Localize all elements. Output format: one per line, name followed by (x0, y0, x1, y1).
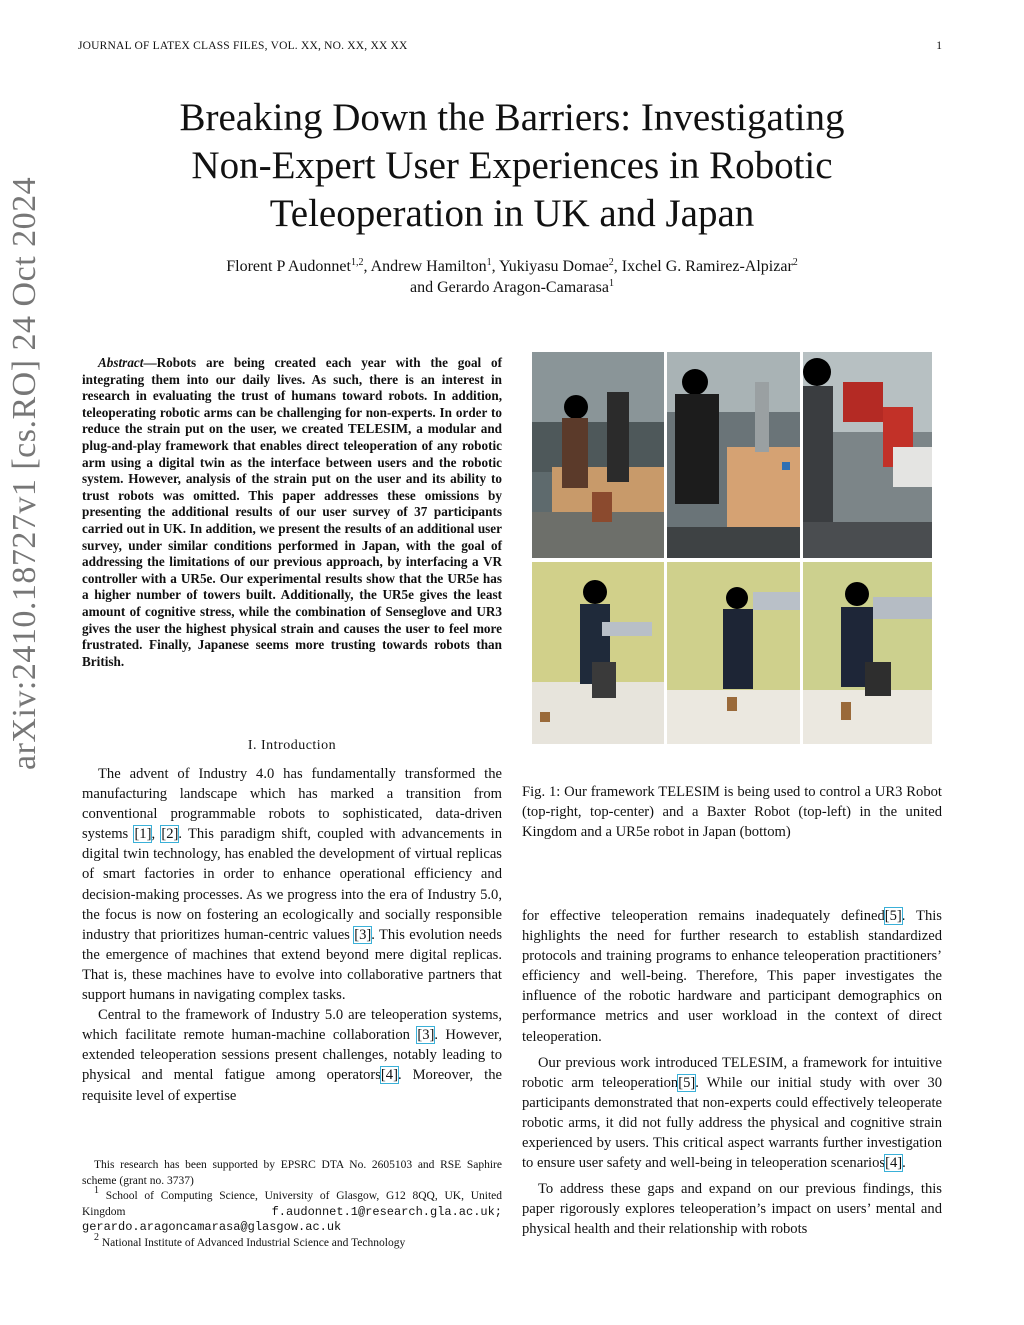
author-name: and Gerardo Aragon-Camarasa (409, 279, 610, 296)
paper-title (80, 94, 944, 238)
paragraph (522, 1053, 942, 1174)
author-name: Florent P Audonnet (226, 258, 351, 275)
paragraph (82, 1005, 502, 1105)
text-run: . This paradigm shift, coupled with advancements in digital twin technology, has enabled the development of virtual replicas of smart factories in order to enhance operational efficiency and decision-making processes. As we progress into the era of Industry 5.0, the focus is now on fostering an ecologically and socially responsible industry that prioritizes human-centric values (82, 826, 503, 943)
text-run: Central to the framework of Industry 5.0 are teleoperation systems, which facilitate remote human-machine collaboration (82, 1007, 502, 1044)
right-column-body (522, 906, 942, 1240)
footnote-mark: 1 (94, 1185, 99, 1196)
photo-ur5e-right (803, 562, 932, 744)
author-name: Ixchel G. Ramirez-Alpizar (621, 258, 793, 275)
page-number: 1 (936, 40, 942, 52)
citation-link[interactable]: [1] (134, 826, 152, 843)
text-run: . This highlights the need for further research to establish standardized protocols and training programs to enhance teleoperation practitioners’ efficiency and well-being. Therefore, This paper investigates the influence of the robotic hardware and participant demographics on performance metrics and user workload in the context of direct teleoperation. (522, 908, 942, 1045)
abstract-label: Abstract (98, 355, 144, 370)
footnote-1 (82, 1185, 502, 1236)
affiliation-mark: 1,2 (350, 257, 364, 268)
text-run: The advent of Industry 4.0 has fundamentally transformed the manufacturing landscape which has marked a transition from conventional programmable robots to sophisticated, data-driven systems (82, 766, 502, 843)
abstract (82, 355, 502, 670)
text-run: . (902, 1155, 906, 1172)
affiliation-mark: 2 (792, 257, 798, 268)
affiliation-mark: 2 (608, 257, 614, 268)
footnote-mark: 2 (94, 1231, 99, 1243)
citation-link[interactable]: [4] (380, 1067, 398, 1084)
left-column-body (82, 764, 502, 1106)
text-run: . While our initial study with over 30 participants demonstrated that non-experts could effectively teleoperate robotic arms, it did not fully address the physical and cognitive strain experienced by users. This critical aspect warrants further investigation to ensure user safety and well-being in teleoperation scenarios (522, 1074, 942, 1172)
text-run: . However, extended teleoperation sessions present challenges, notably leading to physical and mental fatigue among operators (82, 1027, 502, 1084)
title-line: Breaking Down the Barriers: Investigating (179, 96, 845, 139)
figure-1-photo-grid (532, 352, 932, 744)
footnote-2 (82, 1231, 502, 1252)
title-line: Non-Expert User Experiences in Robotic (191, 144, 833, 187)
photo-ur5e-left (532, 562, 664, 744)
arxiv-identifier: arXiv:2410.18727v1 [cs.RO] 24 Oct 2024 (6, 176, 43, 770)
affiliation-mark: 1 (609, 278, 615, 289)
citation-link[interactable]: [2] (161, 826, 179, 843)
abstract-text: —Robots are being created each year with the goal of integrating them into our daily lives. As such, there is an interest in research in evaluating the trust of humans toward robots. In addition, teleoperating robotic arms can be challenging for non-experts. In order to reduce the strain put on the user, we created TELESIM, a modular and plug-and-play framework that enables direct teleoperation of any robotic arm using a digital twin as the interface between users and the robotic system. However, analysis of the strain put on the user and its ability to trust robots was omitted. This paper addresses these omissions by presenting the additional results of our user survey of 37 participants carried out in UK. In addition, we present the results of an additional user survey, under similar conditions performed in Japan, with the goal of addressing the limitations of our previous approach, by interfacing a VR controller with a UR5e. Our experimental results show that the UR5e has a higher number of towers built. Additionally, the UR5e gives the least amount of cognitive stress, while the combination of Senseglove and UR3 gives the user the highest physical strain and causes the user to feel more frustrated. Finally, Japanese seems more trusting towards robots than British. (82, 355, 502, 669)
text-run: for effective teleoperation remains inadequately defined (522, 908, 885, 924)
author-list: Florent P Audonnet$^{1,2}$, Andrew Hamilton$^1$, Yukiyasu Domae$^2$, Ixchel G. Ramirez-Alpizar$^2$ and Gerardo Aragon-Camarasa$^1$ (226, 257, 798, 296)
paragraph (522, 906, 942, 1047)
paragraph (82, 764, 502, 1005)
citation-link[interactable]: [5] (678, 1074, 696, 1091)
footnote-text: School of Computing Science, University of Glasgow, G12 8QQ, UK, United Kingdom (82, 1190, 502, 1218)
text-run: Our previous work introduced TELESIM, a framework for intuitive robotic arm teleoperation (522, 1054, 942, 1091)
photo-ur5e-center (667, 562, 800, 744)
title-line: Teleoperation in UK and Japan (269, 192, 755, 235)
email-link[interactable]: gerardo.aragoncamarasa@glasgow.ac.uk (82, 1220, 342, 1234)
paragraph: To address these gaps and expand on our previous findings, this paper rigorously explores teleoperation’s impact on users’ mental and physical health and their relationship with robots (522, 1181, 942, 1238)
text-run: . Moreover, the requisite level of expertise (82, 1067, 502, 1104)
citation-link[interactable]: [5] (884, 908, 902, 924)
footnote-text: National Institute of Advanced Industrial Science and Technology (99, 1236, 406, 1249)
text-run: . This evolution needs the emergence of machines that extend beyond mere digital replicas. That is, these machines have to evolve into collaborative partners that support humans in navigating complex tasks. (82, 926, 502, 1004)
section-heading: I. Introduction (247, 738, 337, 753)
citation-link[interactable]: [4] (885, 1155, 903, 1172)
email-link[interactable]: f.audonnet.1@research.gla.ac.uk; (271, 1204, 502, 1219)
funding-note: This research has been supported by EPSRC DTA No. 2605103 and RSE Saphire scheme (grant no. 3737) (82, 1159, 502, 1187)
citation-link[interactable]: [3] (354, 926, 372, 943)
figure-1-caption: Fig. 1: Our framework TELESIM is being used to control a UR3 Robot (top-right, top-center) and a Baxter Robot (top-left) in the united Kingdom and a UR5e robot in Japan (bottom) (522, 784, 942, 841)
text-run: , (151, 826, 162, 843)
author-name: Andrew Hamilton (370, 258, 487, 275)
footnotes (82, 1158, 502, 1251)
photo-ur3-center (667, 352, 800, 558)
photo-baxter-lab (532, 352, 664, 558)
author-name: Yukiyasu Domae (498, 258, 609, 275)
running-head: JOURNAL OF LATEX CLASS FILES, VOL. XX, NO. XX, XX XX (78, 40, 408, 52)
citation-link[interactable]: [3] (417, 1027, 435, 1044)
photo-baxter-right (803, 352, 932, 558)
affiliation-mark: 1 (486, 257, 492, 268)
